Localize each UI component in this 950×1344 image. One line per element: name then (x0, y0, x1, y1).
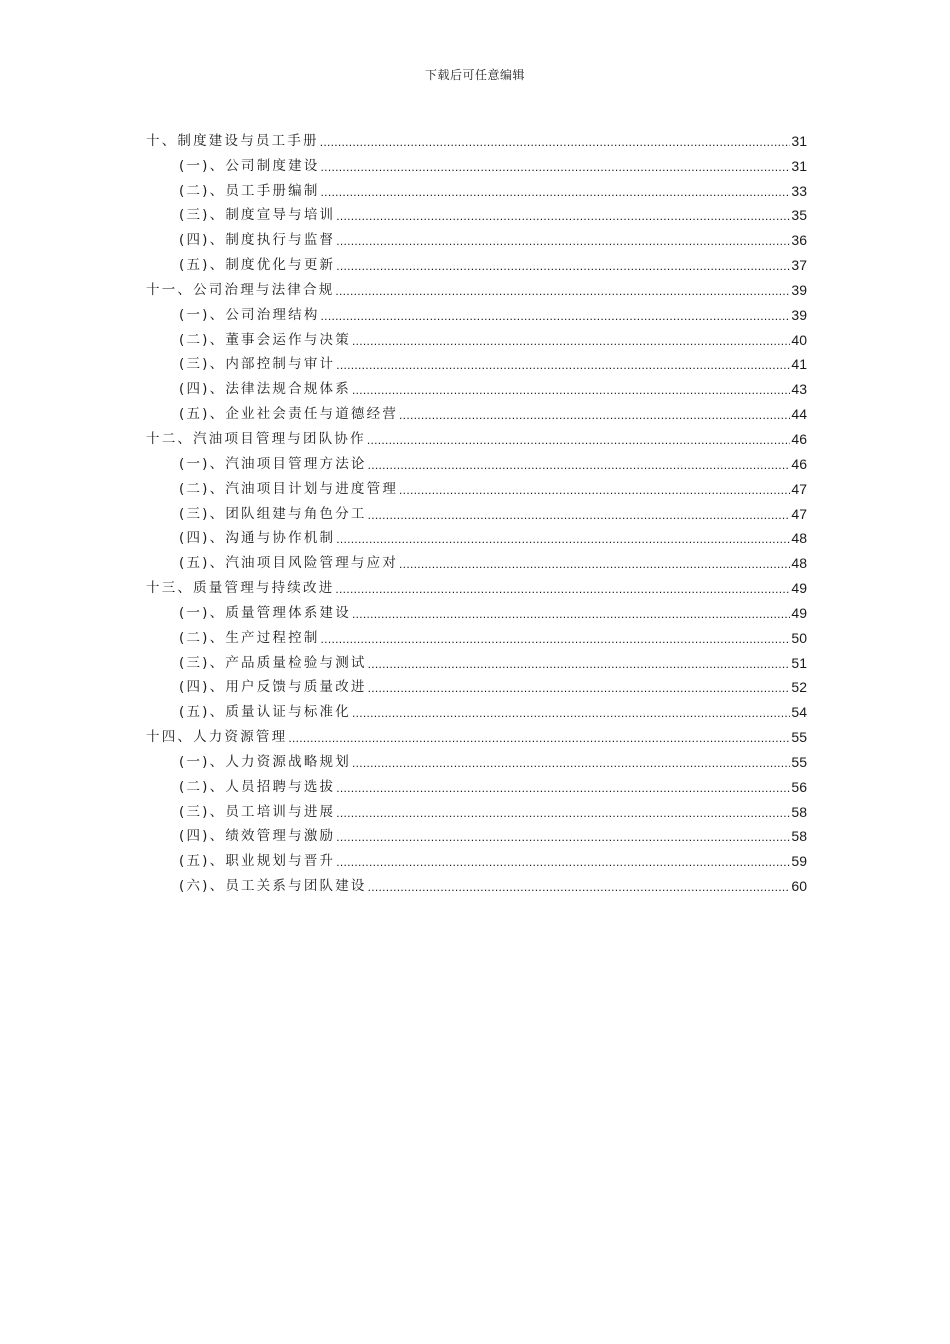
toc-entry[interactable] (146, 573, 807, 598)
toc-dot-leader (336, 530, 790, 548)
toc-page-number: 48 (791, 555, 807, 572)
toc-subentry[interactable] (146, 673, 807, 698)
toc-page-number: 51 (791, 654, 807, 671)
toc-subentry[interactable] (146, 151, 807, 176)
toc-entry-title: (二)、汽油项目计划与进度管理 (179, 480, 399, 497)
toc-page-number: 52 (791, 679, 807, 696)
toc-page-number: 59 (791, 853, 807, 870)
toc-page-number: 54 (791, 704, 807, 721)
toc-entry-title: (五)、企业社会责任与道德经营 (179, 406, 399, 423)
toc-entry-title: 十二、汽油项目管理与团队协作 (146, 430, 366, 447)
toc-dot-leader (321, 158, 791, 176)
toc-entry-title: (五)、汽油项目风险管理与应对 (179, 555, 399, 572)
table-of-contents (146, 126, 807, 896)
toc-page-number: 31 (791, 132, 807, 149)
toc-entry-title: (二)、董事会运作与决策 (179, 331, 351, 348)
toc-subentry[interactable] (146, 747, 807, 772)
toc-entry-title: (三)、内部控制与审计 (179, 356, 336, 373)
toc-entry-title: (四)、制度执行与监督 (179, 232, 336, 249)
toc-page-number: 48 (791, 530, 807, 547)
toc-subentry[interactable] (146, 225, 807, 250)
toc-page-number: 60 (791, 878, 807, 895)
toc-dot-leader (368, 456, 791, 474)
toc-entry-title: (六)、员工关系与团队建设 (179, 878, 367, 895)
toc-entry[interactable] (146, 722, 807, 747)
toc-dot-leader (352, 605, 790, 623)
toc-page-number: 58 (791, 803, 807, 820)
toc-page-number: 39 (791, 281, 807, 298)
toc-subentry[interactable] (146, 797, 807, 822)
toc-entry[interactable] (146, 424, 807, 449)
toc-subentry[interactable] (146, 250, 807, 275)
toc-page-number: 39 (791, 306, 807, 323)
toc-entry-title: (五)、制度优化与更新 (179, 257, 336, 274)
toc-entry-title: (二)、生产过程控制 (179, 629, 320, 646)
toc-entry-title: (一)、公司治理结构 (179, 306, 320, 323)
toc-entry-title: (四)、法律法规合规体系 (179, 381, 351, 398)
toc-dot-leader (336, 207, 790, 225)
toc-entry-title: 十、制度建设与员工手册 (146, 132, 319, 149)
toc-entry-title: 十一、公司治理与法律合规 (146, 281, 335, 298)
toc-dot-leader (320, 133, 791, 151)
toc-dot-leader (321, 630, 791, 648)
toc-entry-title: (三)、产品质量检验与测试 (179, 654, 367, 671)
toc-dot-leader (336, 804, 790, 822)
toc-entry-title: (四)、用户反馈与质量改进 (179, 679, 367, 696)
toc-dot-leader (368, 878, 791, 896)
toc-page-number: 55 (791, 753, 807, 770)
toc-page-number: 50 (791, 629, 807, 646)
toc-page-number: 49 (791, 604, 807, 621)
toc-page-number: 47 (791, 505, 807, 522)
toc-dot-leader (336, 853, 790, 871)
toc-dot-leader (335, 282, 790, 300)
toc-page-number: 46 (791, 430, 807, 447)
toc-subentry[interactable] (146, 772, 807, 797)
toc-entry[interactable] (146, 275, 807, 300)
toc-dot-leader (352, 704, 790, 722)
toc-subentry[interactable] (146, 176, 807, 201)
toc-entry[interactable] (146, 126, 807, 151)
toc-dot-leader (368, 655, 791, 673)
toc-page-number: 41 (791, 356, 807, 373)
toc-entry-title: 十三、质量管理与持续改进 (146, 580, 335, 597)
toc-subentry[interactable] (146, 350, 807, 375)
toc-subentry[interactable] (146, 623, 807, 648)
toc-subentry[interactable] (146, 524, 807, 549)
toc-dot-leader (335, 580, 790, 598)
toc-entry-title: (二)、人员招聘与选拔 (179, 778, 336, 795)
toc-dot-leader (336, 232, 790, 250)
toc-subentry[interactable] (146, 201, 807, 226)
toc-dot-leader (336, 257, 790, 275)
toc-page-number: 56 (791, 778, 807, 795)
toc-subentry[interactable] (146, 499, 807, 524)
toc-dot-leader (352, 332, 790, 350)
toc-subentry[interactable] (146, 871, 807, 896)
toc-dot-leader (352, 381, 790, 399)
toc-subentry[interactable] (146, 374, 807, 399)
toc-subentry[interactable] (146, 300, 807, 325)
toc-entry-title: (五)、职业规划与晋升 (179, 853, 336, 870)
toc-entry-title: 十四、人力资源管理 (146, 729, 288, 746)
toc-entry-title: (五)、质量认证与标准化 (179, 704, 351, 721)
toc-subentry[interactable] (146, 325, 807, 350)
toc-page-number: 49 (791, 580, 807, 597)
toc-dot-leader (321, 183, 791, 201)
toc-entry-title: (二)、员工手册编制 (179, 182, 320, 199)
toc-dot-leader (399, 481, 790, 499)
toc-page-number: 55 (791, 729, 807, 746)
toc-dot-leader (367, 431, 791, 449)
toc-page-number: 43 (791, 381, 807, 398)
toc-subentry[interactable] (146, 846, 807, 871)
toc-dot-leader (368, 679, 791, 697)
page-header: 下载后可任意编辑 (424, 68, 525, 82)
toc-page-number: 44 (791, 406, 807, 423)
toc-entry-title: (一)、人力资源战略规划 (179, 753, 351, 770)
toc-subentry[interactable] (146, 474, 807, 499)
toc-page-number: 33 (791, 182, 807, 199)
toc-entry-title: (三)、团队组建与角色分工 (179, 505, 367, 522)
toc-dot-leader (336, 356, 790, 374)
toc-subentry[interactable] (146, 449, 807, 474)
toc-dot-leader (321, 307, 791, 325)
toc-page-number: 36 (791, 232, 807, 249)
toc-dot-leader (336, 828, 790, 846)
toc-dot-leader (368, 506, 791, 524)
toc-subentry[interactable] (146, 648, 807, 673)
toc-entry-title: (一)、公司制度建设 (179, 157, 320, 174)
toc-entry-title: (一)、汽油项目管理方法论 (179, 455, 367, 472)
toc-dot-leader (399, 555, 790, 573)
toc-page-number: 35 (791, 207, 807, 224)
toc-dot-leader (399, 406, 790, 424)
toc-subentry[interactable] (146, 822, 807, 847)
toc-entry-title: (四)、沟通与协作机制 (179, 530, 336, 547)
toc-entry-title: (三)、员工培训与进展 (179, 803, 336, 820)
toc-page-number: 40 (791, 331, 807, 348)
toc-subentry[interactable] (146, 697, 807, 722)
toc-subentry[interactable] (146, 399, 807, 424)
toc-dot-leader (288, 729, 790, 747)
toc-entry-title: (一)、质量管理体系建设 (179, 604, 351, 621)
toc-dot-leader (352, 754, 790, 772)
toc-page-number: 31 (791, 157, 807, 174)
toc-page-number: 47 (791, 480, 807, 497)
toc-entry-title: (四)、绩效管理与激励 (179, 828, 336, 845)
toc-page-number: 37 (791, 257, 807, 274)
toc-page-number: 46 (791, 455, 807, 472)
toc-entry-title: (三)、制度宣导与培训 (179, 207, 336, 224)
toc-page-number: 58 (791, 828, 807, 845)
toc-subentry[interactable] (146, 548, 807, 573)
toc-dot-leader (336, 779, 790, 797)
toc-subentry[interactable] (146, 598, 807, 623)
